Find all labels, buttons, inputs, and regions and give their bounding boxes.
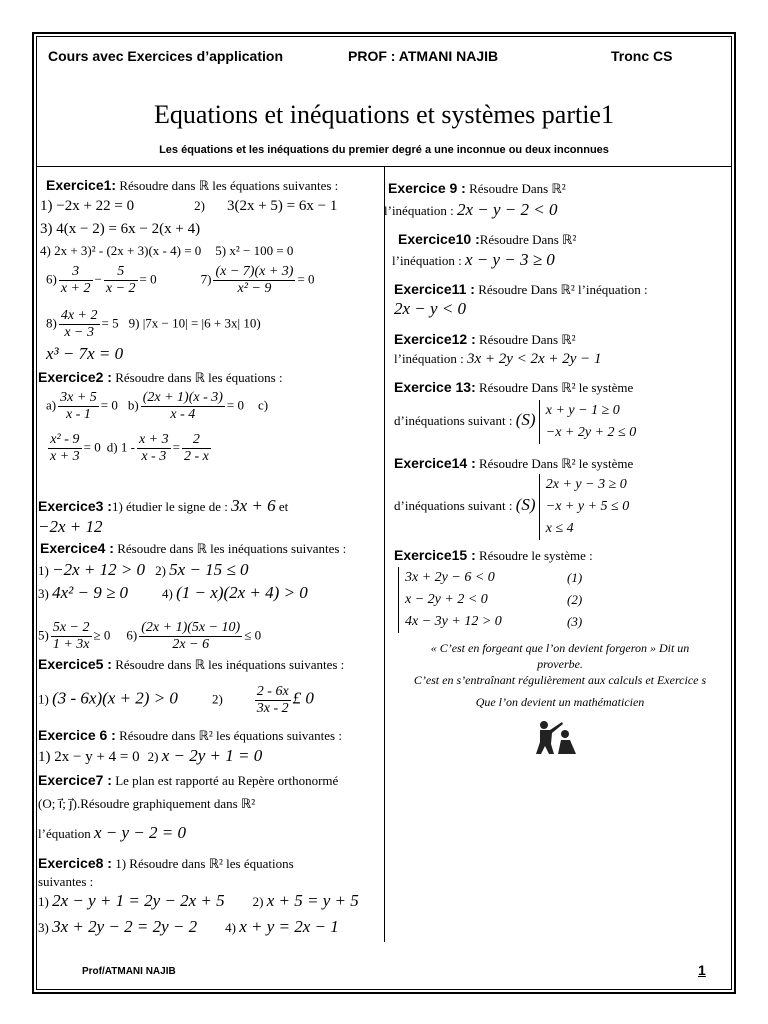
ex1-header: Exercice1: Résoudre dans ℝ les équations suivantes : [46,177,339,193]
ex15-system: 3x + 2y − 6 < 0 x − 2y + 2 < 0 4x − 3y + 12 > 0 (1) (2) (3) [398,567,582,633]
ex4-line1: 1) −2x + 12 > 0 2) 5x − 15 ≤ 0 [38,560,249,579]
ex2-line1: a) $\frac{3x + 5}{x - 1}$ = 0 b) $\frac{(2x + 1)(x - 3)}{x - 4}$ = 0 c) [46,390,269,422]
ex9-header: Exercice 9 : Résoudre Dans ℝ² [388,180,566,196]
ex5-line1: 1) (3 - 6x)(x + 2) > 0 2) $\frac{2 - 6x}{3x - 2}$ £ 0 [38,684,314,716]
ex3-line2: −2x + 12 [38,517,103,536]
header-course: Cours avec Exercices d’application [48,48,283,64]
ex5-header: Exercice5 : Résoudre dans ℝ les inéquations suivantes : [38,656,345,672]
page-title: Equations et inéquations et systèmes partie1 [154,100,614,129]
ex7-line1: Exercice7 : Le plan est rapporté au Repère orthonormé [38,772,339,788]
ex11-header: Exercice11 : Résoudre Dans ℝ² l’inéquation : [394,281,648,297]
quote-line2: proverbe. [537,657,583,671]
header-level: Tronc CS [611,48,673,64]
ex8-line3: 1) 2x − y + 1 = 2y − 2x + 5 2) x + 5 = y + 5 [38,891,359,910]
ex6-header: Exercice 6 : Résoudre dans ℝ² les équations suivantes : [38,727,342,743]
ex7-line3: l’équation x − y − 2 = 0 [38,823,186,842]
ex3-line1: Exercice3 :1) étudier le signe de : 3x + 6 et [38,496,289,515]
ex1-line6: x³ − 7x = 0 [46,344,124,363]
ex1-line3: 4) 2x + 3)² - (2x + 3)(x - 4) = 0 5) x² − 100 = 0 [40,243,294,258]
ex2-header: Exercice2 : Résoudre dans ℝ les équations : [38,369,283,385]
ex6-line1: 1) 2x − y + 4 = 0 2) x − 2y + 1 = 0 [38,746,263,765]
ex1-line2: 3) 4(x − 2) = 6x − 2(x + 4) [40,221,201,237]
quote-line3: C’est en s’entraînant régulièrement aux calculs et Exercice s [413,673,707,687]
teacher-student-icon [532,716,578,756]
ex1-line1: 1) −2x + 22 = 0 2) 3(2x + 5) = 6x − 1 [40,198,338,214]
ex2-line2: $\frac{\text{x² - 9}}{x + 3}$ = 0 d) 1 - $\frac{x + 3}{x - 3}$ = $\frac{2}{2 - x}$ [50,432,209,464]
ex15-header: Exercice15 : Résoudre le système : [394,547,593,563]
ex8-line2: suivantes : [38,874,94,889]
ex10-header: Exercice10 :Résoudre Dans ℝ² [398,231,577,247]
ex14-header: Exercice14 : Résoudre Dans ℝ² le système [394,455,634,471]
ex10-line: l’inéquation : x − y − 3 ≥ 0 [392,250,555,269]
column-divider [384,167,385,942]
ex1-line5: 8) $\frac{4x + 2}{x - 3}$ = 5 9) |7x − 10| = |6 + 3x| 10) [46,308,261,340]
quote-line4: Que l’on devient un mathématicien [475,695,645,709]
ex4-header: Exercice4 : Résoudre dans ℝ les inéquations suivantes : [40,540,347,556]
ex1-line4: 6) $\frac{3}{x + 2}$ − $\frac{5}{x - 2}$ = 0 7) $\frac{(x - 7)(x + 3)}{\text{x² − 9}}$ = 0 [46,264,315,296]
footer-author: Prof/ATMANI NAJIB [82,966,176,977]
ex8-line4: 3) 3x + 2y − 2 = 2y − 2 4) x + y = 2x − 1 [38,917,339,936]
page-subtitle: Les équations et les inéquations du premier degré a une inconnue ou deux inconnues [159,144,609,156]
ex4-line3: 5) $\frac{5x - 2}{1 + 3x}$ ≥ 0 6) $\frac{(2x + 1)(5x - 10)}{2x - 6}$ ≤ 0 [38,620,262,652]
quote-line1: « C’est en forgeant que l’on devient forgeron » Dit un [430,641,690,655]
ex7-line2: (O; i⃗; j⃗).Résoudre graphiquement dans ℝ² [38,796,256,811]
ex8-line1: Exercice8 : 1) Résoudre dans ℝ² les équations [38,855,294,871]
page-number: 1 [698,962,706,978]
ex9-line: l’inéquation : 2x − y − 2 < 0 [384,200,558,219]
ex14-system: d’inéquations suivant : (S) 2x + y − 3 ≥ 0 −x + y + 5 ≤ 0 x ≤ 4 [394,474,629,540]
ex12-header: Exercice12 : Résoudre Dans ℝ² [394,331,576,347]
header-teacher: PROF : ATMANI NAJIB [348,48,499,64]
ex12-line: l’inéquation : 3x + 2y < 2x + 2y − 1 [394,351,602,367]
ex13-header: Exercice 13: Résoudre Dans ℝ² le système [394,379,634,395]
ex13-system: d’inéquations suivant : (S) x + y − 1 ≥ 0 −x + 2y + 2 ≤ 0 [394,400,636,444]
ex11-line: 2x − y < 0 [394,299,467,318]
ex4-line2: 3) 4x² − 9 ≥ 0 4) (1 − x)(2x + 4) > 0 [38,583,308,602]
